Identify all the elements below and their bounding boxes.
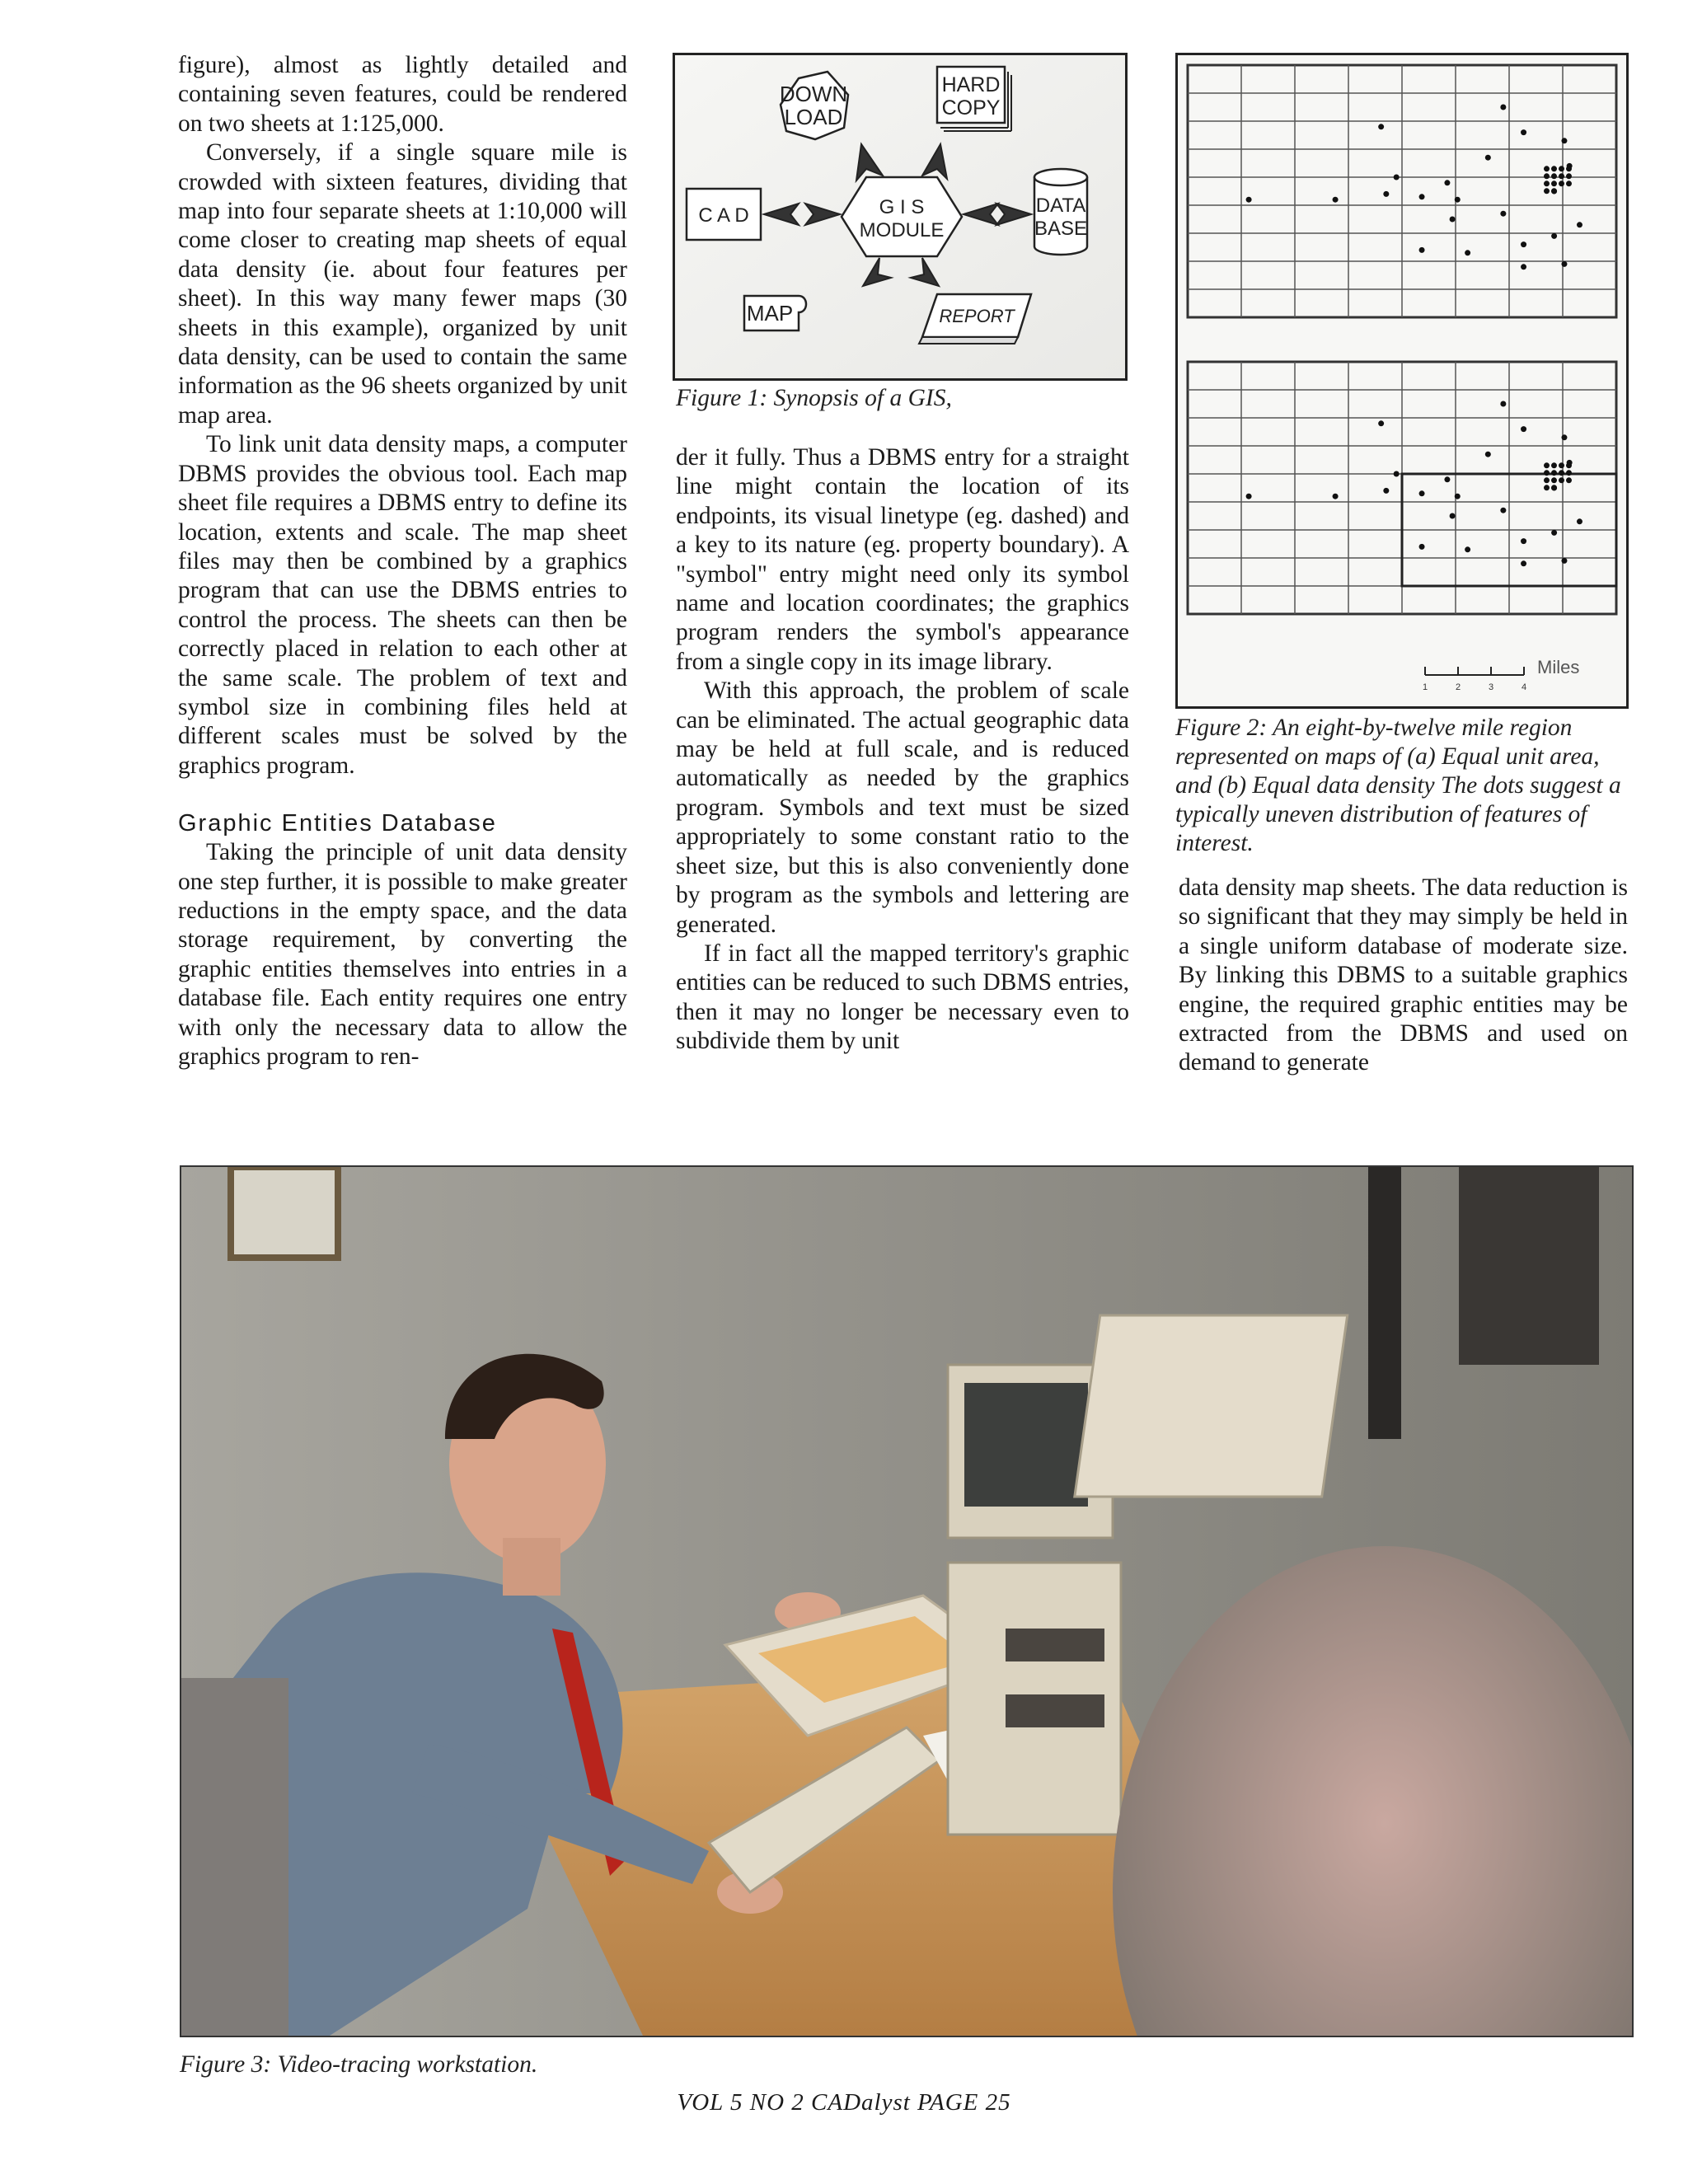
scale-tick-label: 4 bbox=[1521, 682, 1527, 692]
feature-dot bbox=[1559, 477, 1564, 483]
gis-label-2: MODULE bbox=[859, 219, 945, 241]
col1-paragraph-1: figure), almost as lightly detailed and containing seven features, could be rendered on two sheets at 1:125,000. bbox=[178, 52, 627, 137]
cad-label: C A D bbox=[698, 204, 749, 227]
feature-dot bbox=[1444, 180, 1450, 185]
col2-paragraph-3: If in fact all the mapped territory's graphic entities can be reduced to such DBMS entries, then it may no longer be necessary even to subdivide them by unit bbox=[676, 940, 1129, 1055]
column-2 bbox=[676, 443, 1129, 1057]
feature-dot bbox=[1450, 513, 1456, 519]
wall-frame bbox=[231, 1167, 338, 1258]
feature-dot bbox=[1566, 173, 1572, 179]
col3-paragraph-1: data density map sheets. The data reduction is so significant that they may simply be held in a single uniform database of moderate size. By linking this DBMS to a suitable graphics engine, the required graphic entities may be extracted from the DBMS and used on demand to generate bbox=[1179, 874, 1628, 1076]
figure-2-caption: Figure 2: An eight-by-twelve mile region represented on maps of (a) Equal unit area, and (b) Equal data density The dots suggest a typically uneven distribution of features of interest. bbox=[1175, 715, 1621, 856]
feature-dot bbox=[1561, 261, 1567, 267]
feature-dot bbox=[1378, 124, 1384, 129]
col2-paragraph-1: der it fully. Thus a DBMS entry for a straight line might contain the location of its endpoints, its visual linetype (eg. dashed) and a key to its nature (eg. property boundary). A "symbol" entry might need only its symbol name and location coordinates; the graphics program renders the symbol's appearance from a single copy in its image library. bbox=[676, 444, 1129, 675]
scale-tick-label: 2 bbox=[1455, 682, 1461, 692]
feature-dot bbox=[1544, 180, 1550, 186]
feature-dot bbox=[1544, 477, 1550, 483]
feature-dot bbox=[1544, 462, 1550, 468]
feature-dot bbox=[1465, 250, 1470, 255]
feature-dot bbox=[1551, 180, 1557, 186]
feature-dot bbox=[1551, 173, 1557, 179]
feature-dot bbox=[1577, 518, 1582, 524]
feature-dot bbox=[1521, 129, 1526, 135]
figure-2-maps bbox=[1178, 55, 1626, 706]
feature-dot bbox=[1246, 197, 1252, 203]
column-1 bbox=[178, 51, 627, 1071]
feature-dot bbox=[1544, 166, 1550, 171]
feature-dot bbox=[1566, 477, 1572, 483]
database-label-1: DATA bbox=[1035, 194, 1086, 217]
workstation-photo bbox=[181, 1167, 1632, 2036]
feature-dot bbox=[1500, 508, 1506, 513]
feature-dot bbox=[1500, 211, 1506, 217]
scale-tick-label: 1 bbox=[1422, 682, 1428, 692]
figure-2-frame bbox=[1175, 53, 1629, 709]
feature-dot bbox=[1333, 494, 1339, 499]
feature-dot bbox=[1561, 138, 1567, 143]
col2-paragraph-2: With this approach, the problem of scale can be eliminated. The actual geographic data may be held at full scale, and is reduced automatically as needed by the graphics program. Symbols and text must be sized appropriately to some constant ratio to the sheet size, but this is also conveniently done by program as the symbols and lettering are generated. bbox=[676, 677, 1129, 938]
video-station bbox=[1075, 1315, 1348, 1497]
col1-paragraph-2: Conversely, if a single square mile is crowded with sixteen features, dividing that map into four separate sheets at 1:10,000 will come closer to creating map sheets of equal data density (ie. about four features per sheet). In this way many fewer maps (30 sheets in this example), organized by unit data density, can be used to contain the same information as the 96 sheets organized by unit map area. bbox=[178, 139, 627, 429]
feature-dot bbox=[1500, 401, 1506, 407]
col1-paragraph-3: To link unit data density maps, a computer DBMS provides the obvious tool. Each map sheet file requires a DBMS entry to define its location, extents and scale. The map sheet files may then be combined by a graphics program that can use the DBMS entries to control the process. The sheets can then be correctly placed in relation to each other at the same scale. The problem of text and symbol size in combining files held at different scales must be solved by the graphics program. bbox=[178, 431, 627, 779]
figure-1-frame bbox=[673, 53, 1128, 381]
feature-dot bbox=[1465, 546, 1470, 552]
feature-dot bbox=[1521, 264, 1526, 269]
feature-dot bbox=[1544, 485, 1550, 490]
feature-dot bbox=[1394, 175, 1400, 180]
hardcopy-label-1: HARD bbox=[941, 73, 1001, 96]
feature-dot bbox=[1521, 241, 1526, 247]
scale-tick-label: 3 bbox=[1488, 682, 1494, 692]
feature-dot bbox=[1551, 166, 1557, 171]
feature-dot bbox=[1551, 477, 1557, 483]
feature-dot bbox=[1500, 105, 1506, 110]
feature-dot bbox=[1566, 462, 1572, 468]
feature-dot bbox=[1551, 188, 1557, 194]
feature-dot bbox=[1419, 544, 1425, 550]
feature-dot bbox=[1521, 426, 1526, 432]
feature-dot bbox=[1419, 247, 1425, 253]
feature-dot bbox=[1485, 155, 1491, 161]
feature-dot bbox=[1450, 217, 1456, 223]
feature-dot bbox=[1561, 434, 1567, 440]
feature-dot bbox=[1333, 197, 1339, 203]
feature-dot bbox=[1419, 490, 1425, 496]
feature-dot bbox=[1559, 166, 1564, 171]
scale-unit-label: Miles bbox=[1537, 657, 1580, 677]
feature-dot bbox=[1455, 494, 1461, 499]
feature-dot bbox=[1383, 191, 1389, 197]
feature-dot bbox=[1544, 173, 1550, 179]
feature-dot bbox=[1559, 180, 1564, 186]
feature-dot bbox=[1559, 462, 1564, 468]
feature-dot bbox=[1444, 476, 1450, 482]
monitor-screen bbox=[964, 1383, 1088, 1507]
feature-dot bbox=[1566, 180, 1572, 186]
feature-dot bbox=[1551, 485, 1557, 490]
figure-1-caption: Figure 1: Synopsis of a GIS, bbox=[676, 385, 952, 411]
feature-dot bbox=[1383, 488, 1389, 494]
feature-dot bbox=[1566, 166, 1572, 171]
page-footer: VOL 5 NO 2 CADalyst PAGE 25 bbox=[677, 2089, 1011, 2116]
feature-dot bbox=[1378, 420, 1384, 426]
column-3 bbox=[1179, 874, 1628, 1078]
col1-paragraph-4: Taking the principle of unit data density one step further, it is possible to make greater reductions in the empty space, and the data storage requirement, by converting the graphic entities themselves into entries in a database file. Each entity requires one entry with only the necessary data to allow the graphics program to ren- bbox=[178, 839, 627, 1070]
feature-dot bbox=[1485, 452, 1491, 457]
download-label-1: DOWN bbox=[779, 82, 848, 106]
feature-dot bbox=[1521, 560, 1526, 566]
map-label: MAP bbox=[746, 301, 794, 326]
download-label-2: LOAD bbox=[784, 105, 843, 129]
feature-dot bbox=[1551, 470, 1557, 476]
feature-dot bbox=[1559, 470, 1564, 476]
section-heading: Graphic Entities Database bbox=[178, 810, 497, 837]
feature-dot bbox=[1566, 470, 1572, 476]
feature-dot bbox=[1577, 222, 1582, 227]
figure-1-diagram bbox=[675, 55, 1125, 378]
gis-label-1: G I S bbox=[879, 196, 925, 218]
feature-dot bbox=[1419, 194, 1425, 199]
man-neck bbox=[503, 1538, 560, 1596]
feature-dot bbox=[1551, 530, 1557, 536]
feature-dot bbox=[1551, 462, 1557, 468]
feature-dot bbox=[1561, 558, 1567, 564]
feature-dot bbox=[1246, 494, 1252, 499]
hardcopy-label-2: COPY bbox=[941, 96, 1001, 120]
database-label-2: BASE bbox=[1034, 218, 1088, 240]
chair bbox=[181, 1678, 288, 2036]
feature-dot bbox=[1551, 233, 1557, 239]
feature-dot bbox=[1394, 471, 1400, 477]
feature-dot bbox=[1544, 188, 1550, 194]
feature-dot bbox=[1455, 197, 1461, 203]
report-label: REPORT bbox=[939, 306, 1015, 326]
figure-3-photo bbox=[180, 1165, 1634, 2037]
figure-3-caption: Figure 3: Video-tracing workstation. bbox=[180, 2051, 538, 2078]
feature-dot bbox=[1544, 470, 1550, 476]
feature-dot bbox=[1559, 173, 1564, 179]
feature-dot bbox=[1521, 538, 1526, 544]
